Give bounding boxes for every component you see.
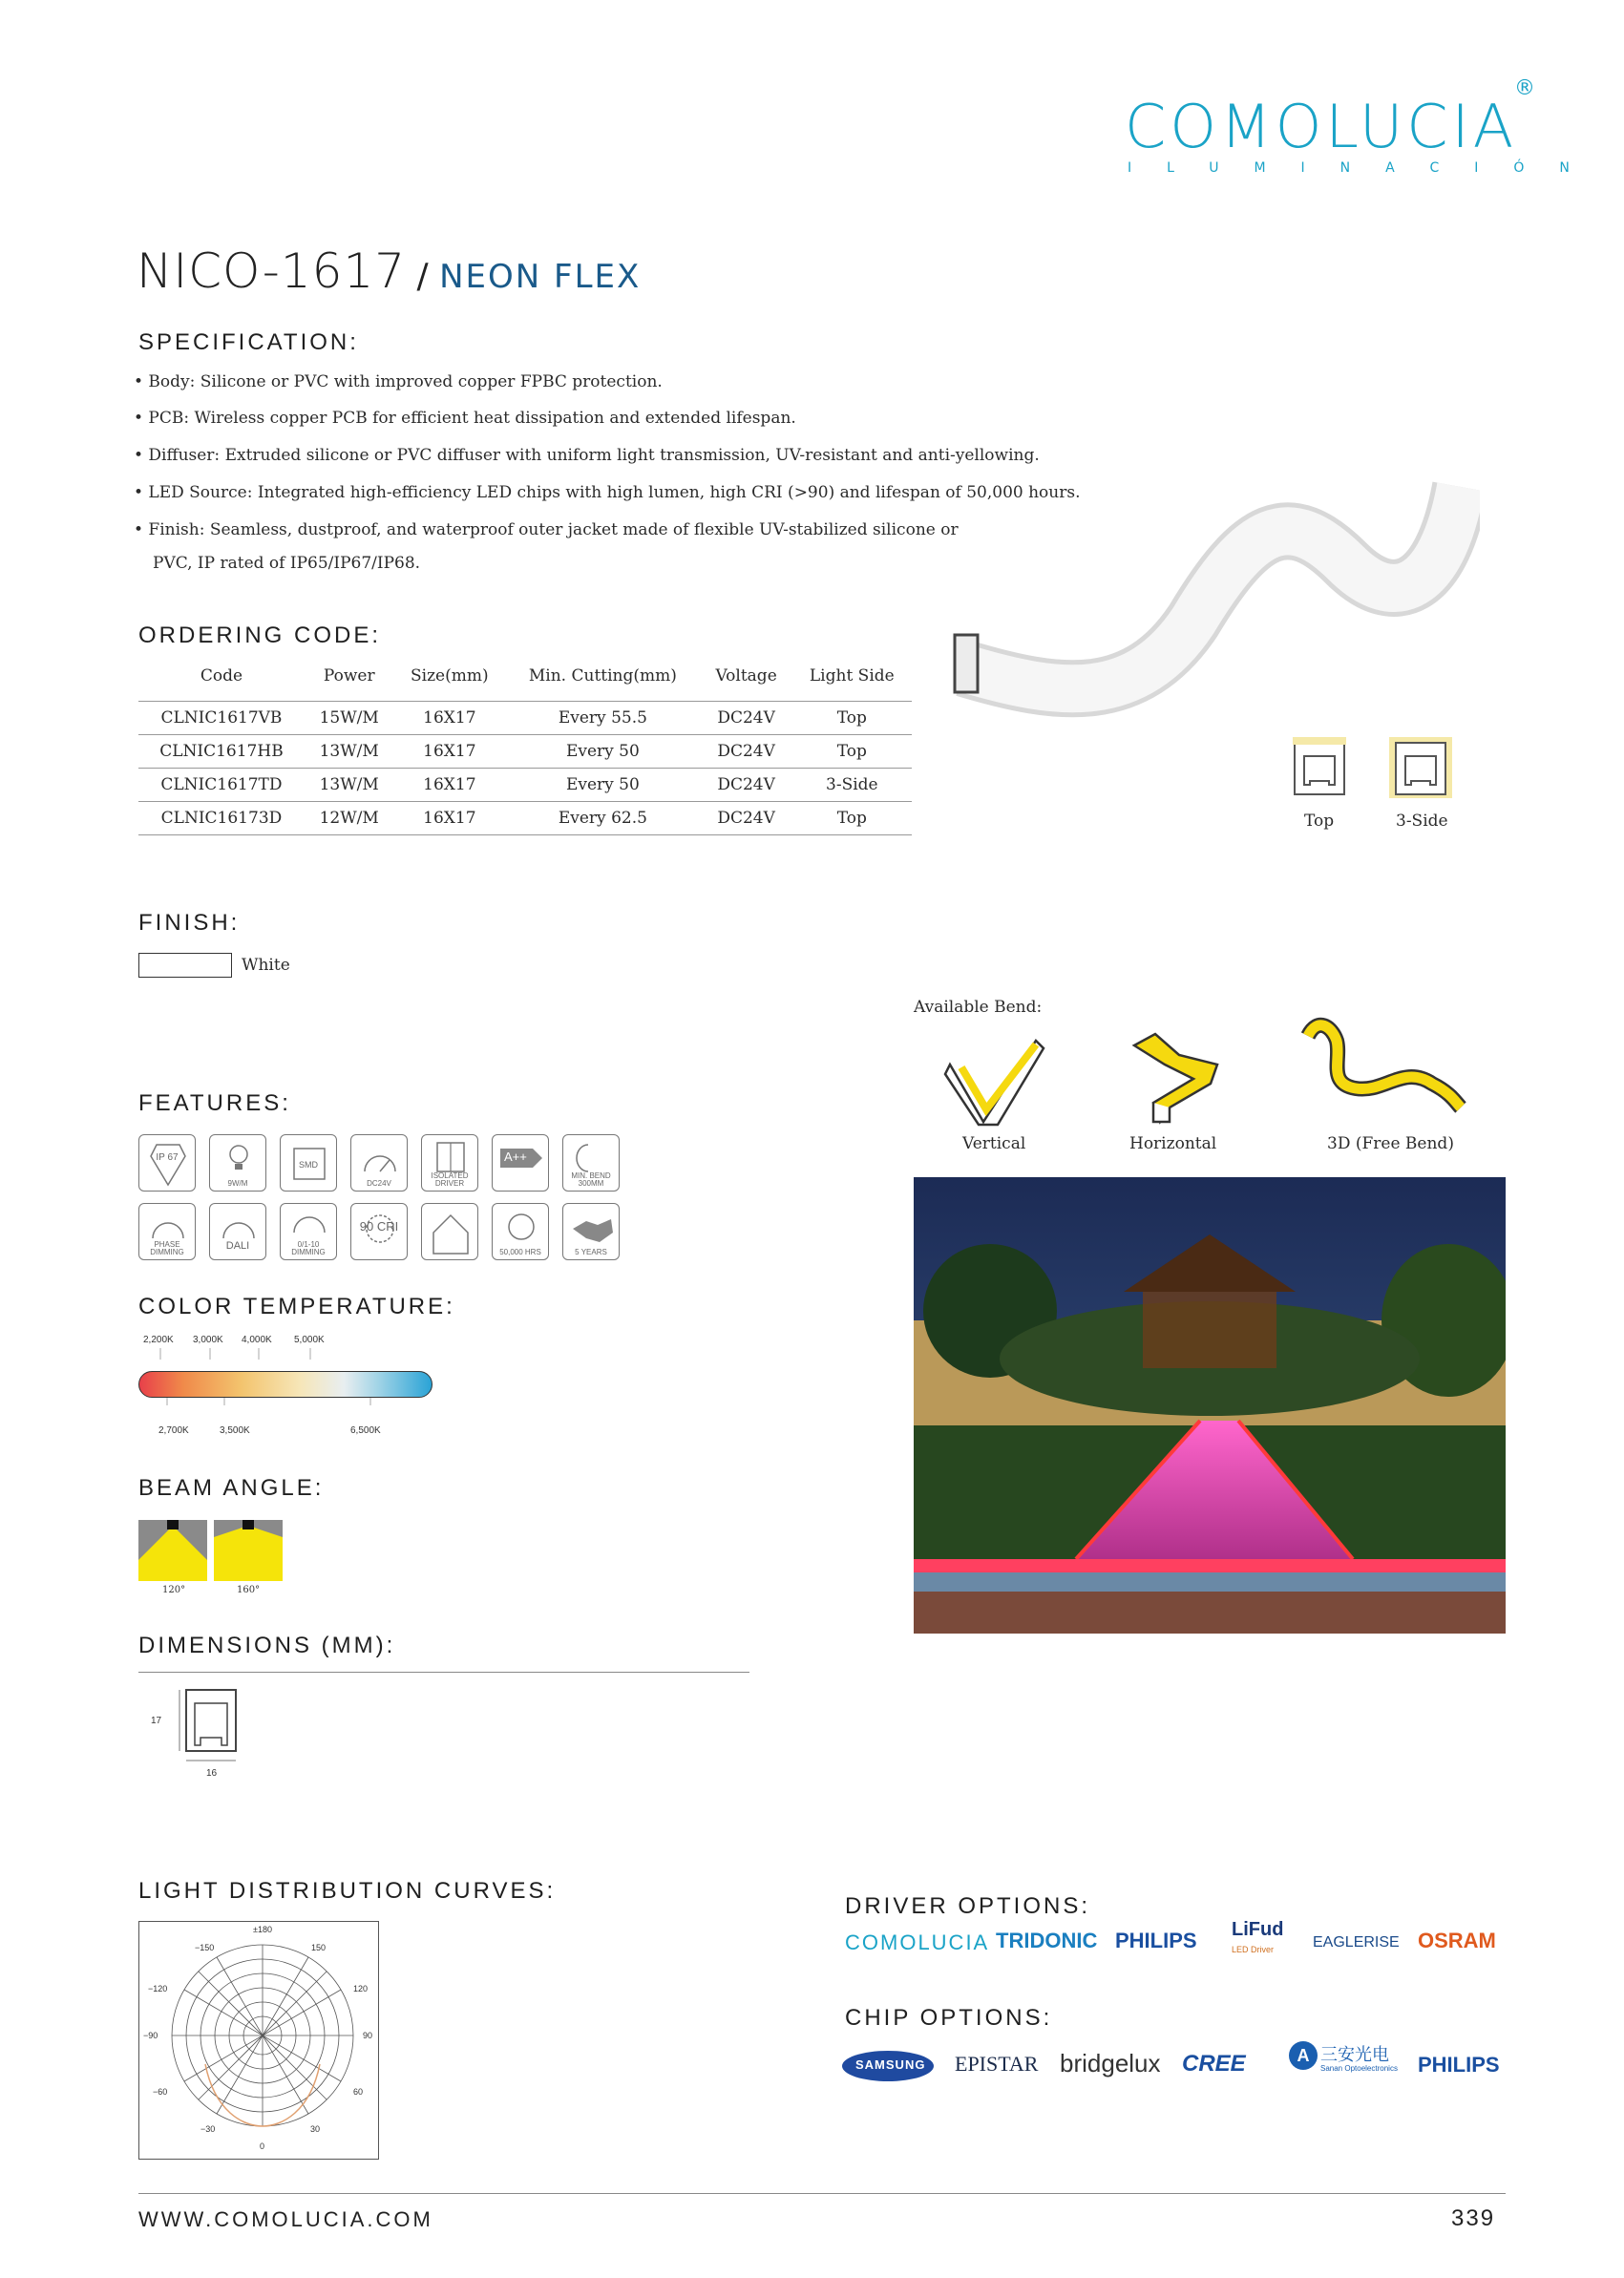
smd-chip-icon	[280, 1134, 337, 1192]
cell: 16X17	[393, 802, 505, 835]
driver-brand-eaglerise: EAGLERISE	[1313, 1934, 1400, 1951]
cell: CLNIC1617VB	[138, 702, 305, 735]
cross-section-drawing	[162, 1682, 267, 1778]
cell: Every 55.5	[505, 702, 700, 735]
application-photo	[914, 1177, 1506, 1634]
bend-horizontal-icon	[1127, 1026, 1232, 1131]
spec-item: • Finish: Seamless, dustproof, and waterproof outer jacket made of flexible UV-stabilized silicone or	[134, 520, 959, 539]
chip-brand-bridgelux: bridgelux	[1060, 2049, 1161, 2078]
cell: 12W/M	[305, 802, 394, 835]
angle-n30: −30	[200, 2124, 216, 2134]
driver-brand-lifud: LiFud	[1232, 1919, 1284, 1940]
color-temperature-gradient	[138, 1371, 432, 1398]
ct-tick-3000: 3,000K	[193, 1335, 223, 1345]
angle-n150: −150	[195, 1943, 215, 1952]
beam-120-icon	[138, 1520, 207, 1581]
col-cutting: Min. Cutting(mm)	[528, 666, 677, 686]
beam-angle-heading: BEAM ANGLE:	[138, 1475, 325, 1501]
color-temperature-heading: COLOR TEMPERATURE:	[138, 1294, 455, 1319]
cell: Every 50	[505, 735, 700, 769]
cri-label: 90 CRI	[359, 1219, 399, 1234]
table-row	[138, 702, 912, 735]
ip67-icon	[138, 1134, 196, 1192]
polar-chart	[138, 1921, 377, 2158]
chip-options-heading: CHIP OPTIONS:	[845, 2005, 1053, 2031]
beam-120-label: 120°	[162, 1585, 186, 1595]
cell: Every 62.5	[505, 802, 700, 835]
ct-tick-2700: 2,700K	[158, 1425, 189, 1436]
driver-brand-philips: PHILIPS	[1115, 1929, 1197, 1952]
footer-divider	[138, 2193, 1506, 2194]
ct-tick-4000: 4,000K	[242, 1335, 272, 1345]
col-light-side: Light Side	[809, 666, 895, 686]
ct-tick-2200: 2,200K	[143, 1335, 174, 1345]
light-3side-label: 3-Side	[1396, 812, 1448, 831]
cell: 15W/M	[305, 702, 394, 735]
spec-item: • PCB: Wireless copper PCB for efficient heat dissipation and extended lifespan.	[134, 409, 796, 428]
cell: CLNIC1617TD	[138, 769, 305, 802]
ct-tick-3500: 3,500K	[220, 1425, 250, 1436]
ct-tick-6500: 6,500K	[350, 1425, 381, 1436]
col-code: Code	[200, 666, 243, 686]
finish-label: White	[242, 956, 290, 975]
chip-brand-epistar: EPISTAR	[955, 2052, 1039, 2076]
chip-brand-samsung: SAMSUNG	[855, 2057, 926, 2072]
cell: Every 50	[505, 769, 700, 802]
dimension-height: 17	[151, 1716, 162, 1726]
bend-horizontal-label: Horizontal	[1129, 1134, 1217, 1153]
ct-tick-5000: 5,000K	[294, 1335, 325, 1345]
dali-label: DALI	[225, 1240, 250, 1252]
table-row	[138, 735, 912, 769]
smd-label: SMD	[299, 1160, 318, 1170]
dimensions-divider	[138, 1672, 749, 1673]
cell: 13W/M	[305, 735, 394, 769]
dc24v-label: DC24V	[367, 1179, 391, 1188]
finish-heading: FINISH:	[138, 910, 241, 936]
angle-n120: −120	[148, 1984, 168, 1993]
features-heading: FEATURES:	[138, 1090, 291, 1116]
angle-0: 0	[260, 2141, 265, 2151]
chip-brand-cree: CREE	[1182, 2051, 1246, 2077]
light-top-icon	[1291, 737, 1348, 798]
cell: DC24V	[701, 702, 792, 735]
light-top-label: Top	[1304, 812, 1335, 831]
product-model: NICO-1617	[137, 243, 407, 299]
driver-brand-osram: OSRAM	[1418, 1929, 1496, 1952]
dimension-width: 16	[206, 1768, 218, 1779]
table-row	[138, 802, 912, 835]
warranty-icon	[562, 1203, 620, 1260]
cell: DC24V	[701, 735, 792, 769]
dimensions-heading: DIMENSIONS (MM):	[138, 1633, 396, 1658]
cell: 16X17	[393, 769, 505, 802]
specification-heading: SPECIFICATION:	[138, 329, 359, 355]
cell: Top	[792, 735, 912, 769]
spec-item: • Diffuser: Extruded silicone or PVC diffuser with uniform light transmission, UV-resistant and anti-yellowing.	[134, 446, 1040, 465]
registered-mark: ®	[1514, 76, 1535, 100]
table-header-row	[138, 651, 912, 702]
cell: 13W/M	[305, 769, 394, 802]
phase-dimming-label: PHASE DIMMING	[150, 1240, 184, 1256]
table-row	[138, 769, 912, 802]
ordering-heading: ORDERING CODE:	[138, 622, 382, 648]
chip-brand-philips: PHILIPS	[1418, 2053, 1500, 2077]
driver-lifud-sub: LED Driver	[1232, 1945, 1275, 1954]
warranty-label: 5 YEARS	[575, 1248, 607, 1256]
bend-label: Available Bend:	[914, 998, 1043, 1017]
dali-icon	[209, 1203, 266, 1260]
angle-n60: −60	[153, 2087, 168, 2097]
lifespan-icon	[492, 1203, 549, 1260]
cell: 3-Side	[792, 769, 912, 802]
angle-30: 30	[310, 2124, 321, 2134]
product-strip-image	[945, 449, 1480, 735]
bend-vertical-label: Vertical	[962, 1134, 1026, 1153]
ordering-table	[138, 651, 912, 835]
cell: Top	[792, 802, 912, 835]
cell: 16X17	[393, 702, 505, 735]
ip67-label: IP 67	[156, 1152, 179, 1163]
cell: Top	[792, 702, 912, 735]
phase-dimming-icon	[138, 1203, 196, 1260]
col-size: Size(mm)	[411, 666, 489, 686]
angle-60: 60	[353, 2087, 364, 2097]
isolated-driver-label: ISOLATED DRIVER	[431, 1171, 469, 1188]
logo-subtitle: ILUMINACIÓN	[1128, 160, 1605, 176]
title-separator: /	[406, 257, 440, 296]
logo-wordmark: COMOLUCIA	[1125, 92, 1518, 161]
dimming-010-icon	[280, 1203, 337, 1260]
footer-website[interactable]: WWW.COMOLUCIA.COM	[138, 2207, 433, 2231]
bend-3d-icon	[1298, 1017, 1470, 1122]
min-bend-label: MIN. BEND 300MM	[571, 1171, 611, 1188]
col-voltage: Voltage	[715, 666, 777, 686]
wattage-label: 9W/M	[227, 1179, 248, 1188]
angle-120: 120	[353, 1984, 369, 1993]
finish-swatch-white	[138, 953, 232, 978]
col-power: Power	[323, 666, 375, 686]
angle-180: ±180	[253, 1925, 272, 1934]
driver-brand-tridonic: TRIDONIC	[996, 1929, 1098, 1952]
product-type: NEON FLEX	[439, 258, 642, 296]
page-title	[137, 243, 641, 299]
bend-vertical-icon	[940, 1031, 1055, 1127]
spec-item: • Body: Silicone or PVC with improved copper FPBC protection.	[134, 372, 663, 391]
angle-150: 150	[311, 1943, 327, 1952]
driver-options-heading: DRIVER OPTIONS:	[845, 1893, 1091, 1919]
sanan-logo-icon: A	[1289, 2041, 1318, 2070]
driver-brand-comolucia: COMOLUCIA	[845, 1930, 990, 1954]
min-bend-icon	[562, 1134, 620, 1192]
logo	[1125, 76, 1605, 191]
spec-item: • LED Source: Integrated high-efficiency LED chips with high lumen, high CRI (>90) and lifespan of 50,000 hours.	[134, 483, 1081, 502]
beam-160-label: 160°	[237, 1585, 261, 1595]
cell: 16X17	[393, 735, 505, 769]
chip-sanan-sub: Sanan Optoelectronics	[1320, 2064, 1398, 2073]
energy-class-label: A++	[504, 1150, 527, 1164]
page-number: 339	[1451, 2205, 1496, 2231]
spec-item: PVC, IP rated of IP65/IP67/IP68.	[153, 554, 421, 573]
angle-n90: −90	[143, 2031, 158, 2040]
chip-brand-sanan: 三安光电	[1320, 2045, 1389, 2065]
energy-class-icon	[492, 1134, 549, 1192]
bend-3d-label: 3D (Free Bend)	[1327, 1134, 1454, 1153]
cell: DC24V	[701, 769, 792, 802]
dc24v-icon	[350, 1134, 408, 1192]
house-icon	[421, 1203, 478, 1260]
wattage-icon	[209, 1134, 266, 1192]
cell: CLNIC16173D	[138, 802, 305, 835]
cri-icon	[350, 1203, 408, 1260]
dimming-010-label: 0/1-10 DIMMING	[291, 1240, 326, 1256]
light-3side-icon	[1389, 737, 1452, 798]
beam-160-icon	[214, 1520, 283, 1581]
cell: DC24V	[701, 802, 792, 835]
lifespan-label: 50,000 HRS	[499, 1248, 541, 1256]
distribution-heading: LIGHT DISTRIBUTION CURVES:	[138, 1878, 557, 1904]
angle-90: 90	[363, 2031, 373, 2040]
isolated-driver-icon	[421, 1134, 478, 1192]
cell: CLNIC1617HB	[138, 735, 305, 769]
